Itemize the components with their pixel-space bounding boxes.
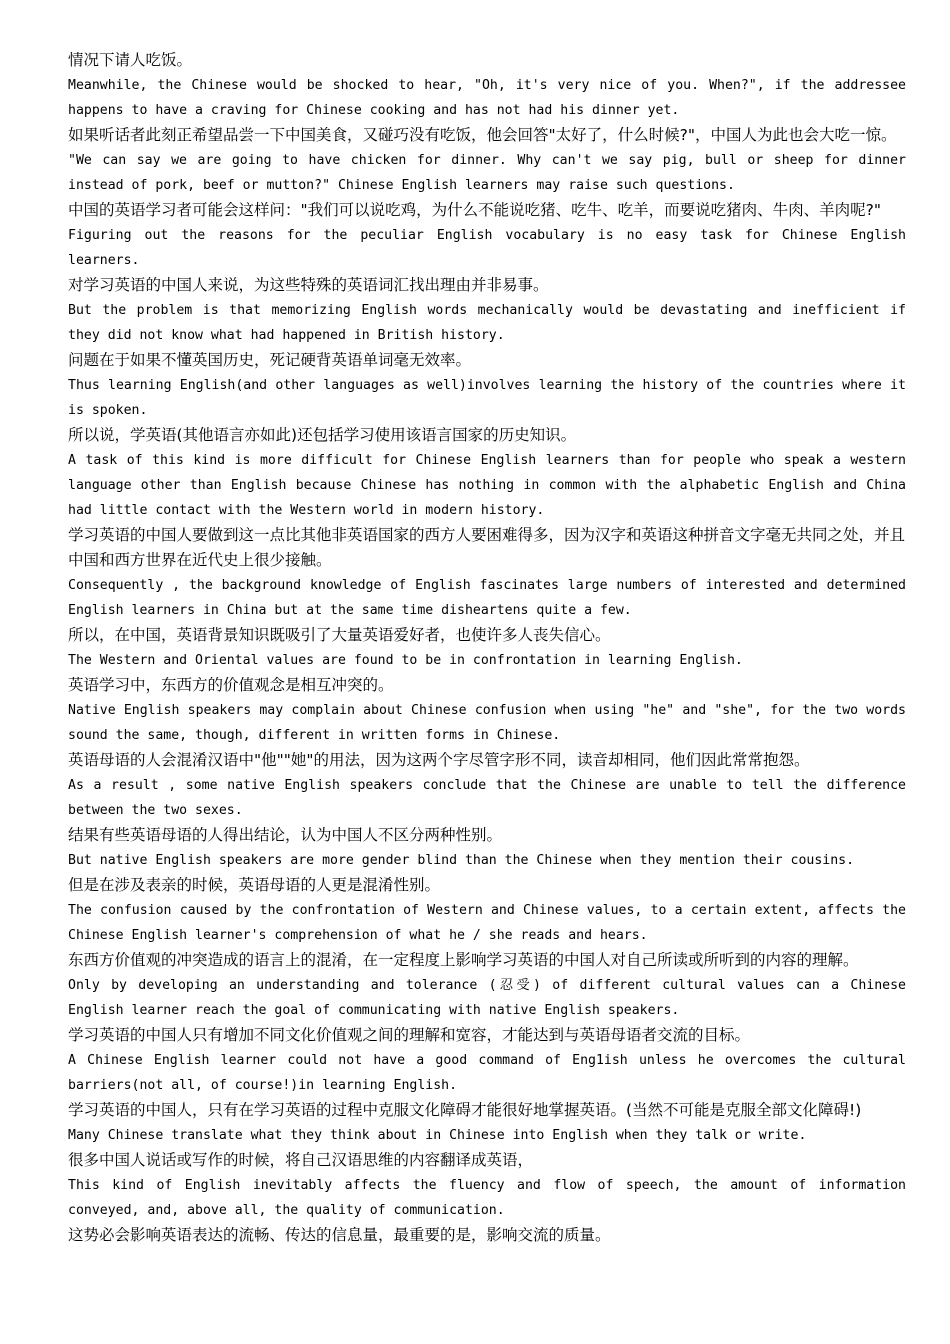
english-paragraph: "We can say we are going to have chicken for dinner. Why can't we say pig, bull or sheep for dinner instead of pork, beef or mutton?" Chinese English learners may raise such questions. (68, 153, 906, 193)
chinese-paragraph: 中国的英语学习者可能会这样问："我们可以说吃鸡，为什么不能说吃猪、吃牛、吃羊，而要说吃猪肉、牛肉、羊肉呢?" (68, 201, 881, 219)
chinese-paragraph: 结果有些英语母语的人得出结论，认为中国人不区分两种性别。 (68, 826, 503, 844)
english-paragraph: Figuring out the reasons for the peculiar English vocabulary is no easy task for Chinese English learners. (68, 228, 906, 268)
chinese-paragraph: 学习英语的中国人，只有在学习英语的过程中克服文化障碍才能很好地掌握英语。(当然不可能是克服全部文化障碍!) (68, 1101, 862, 1119)
chinese-paragraph: 所以说，学英语(其他语言亦如此)还包括学习使用该语言国家的历史知识。 (68, 426, 577, 444)
english-paragraph: But the problem is that memorizing English words mechanically would be devastating and inefficient if they did not know what had happened in British history. (68, 303, 906, 343)
english-paragraph: A Chinese English learner could not have a good command of Eng1ish unless he overcomes the cultural barriers(not all, of course!)in learning English. (68, 1053, 906, 1093)
chinese-paragraph: 所以，在中国，英语背景知识既吸引了大量英语爱好者，也使许多人丧失信心。 (68, 626, 611, 644)
chinese-paragraph: 情况下请人吃饭。 (68, 51, 193, 69)
chinese-paragraph: 学习英语的中国人要做到这一点比其他非英语国家的西方人要困难得多，因为汉字和英语这种拼音文字毫无共同之处，并且中国和西方世界在近代史上很少接触。 (68, 526, 906, 569)
chinese-paragraph: 如果听话者此刻正希望品尝一下中国美食，又碰巧没有吃饭，他会回答"太好了，什么时候?"，中国人为此也会大吃一惊。 (68, 126, 897, 144)
chinese-paragraph: 东西方价值观的冲突造成的语言上的混淆，在一定程度上影响学习英语的中国人对自己所读或所听到的内容的理解。 (68, 951, 859, 969)
chinese-paragraph: 学习英语的中国人只有增加不同文化价值观之间的理解和宽容，才能达到与英语母语者交流的目标。 (68, 1026, 751, 1044)
english-paragraph: The confusion caused by the confrontation of Western and Chinese values, to a certain extent, affects the Chinese English learner's comprehension of what he / she reads and hears. (68, 903, 906, 943)
english-paragraph: A task of this kind is more difficult for Chinese English learners than for people who speak a western language other than English because Chinese has nothing in common with the alphabetic English and China had little contact with the Western world in modern history. (68, 453, 906, 518)
document-page (68, 48, 906, 1248)
english-paragraph: Meanwhile, the Chinese would be shocked to hear, "Oh, it's very nice of you. When?", if the addressee happens to have a craving for Chinese cooking and has not had his dinner yet. (68, 78, 906, 118)
chinese-paragraph: 英语学习中，东西方的价值观念是相互冲突的。 (68, 676, 394, 694)
english-paragraph: But native English speakers are more gender blind than the Chinese when they mention their cousins. (68, 853, 855, 868)
chinese-paragraph: 对学习英语的中国人来说，为这些特殊的英语词汇找出理由并非易事。 (68, 276, 549, 294)
english-paragraph: The Western and Oriental values are found to be in confrontation in learning English. (68, 653, 743, 668)
chinese-paragraph: 但是在涉及表亲的时候，英语母语的人更是混淆性别。 (68, 876, 441, 894)
english-paragraph: This kind of English inevitably affects the fluency and flow of speech, the amount of information conveyed, and, above all, the quality of communication. (68, 1178, 906, 1218)
chinese-paragraph: 这势必会影响英语表达的流畅、传达的信息量，最重要的是，影响交流的质量。 (68, 1226, 611, 1244)
english-paragraph: Consequently , the background knowledge of English fascinates large numbers of interested and determined English learners in China but at the same time disheartens quite a few. (68, 578, 906, 618)
english-paragraph: Only by developing an understanding and tolerance (忍受) of different cultural values can a Chinese English learner reach the goal of communicating with native English speakers. (68, 978, 906, 1018)
english-paragraph: Many Chinese translate what they think about in Chinese into English when they talk or write. (68, 1128, 807, 1143)
english-paragraph: As a result , some native English speakers conclude that the Chinese are unable to tell the difference between the two sexes. (68, 778, 906, 818)
english-paragraph: Thus learning English(and other languages as well)involves learning the history of the countries where it is spoken. (68, 378, 906, 418)
chinese-paragraph: 问题在于如果不懂英国历史，死记硬背英语单词毫无效率。 (68, 351, 472, 369)
chinese-paragraph: 很多中国人说话或写作的时候，将自己汉语思维的内容翻译成英语， (68, 1151, 534, 1169)
chinese-paragraph: 英语母语的人会混淆汉语中"他""她"的用法，因为这两个字尽管字形不同，读音却相同，他们因此常常抱怨。 (68, 751, 810, 769)
english-paragraph: Native English speakers may complain about Chinese confusion when using "he" and "she", for the two words sound the same, though, different in written forms in Chinese. (68, 703, 906, 743)
